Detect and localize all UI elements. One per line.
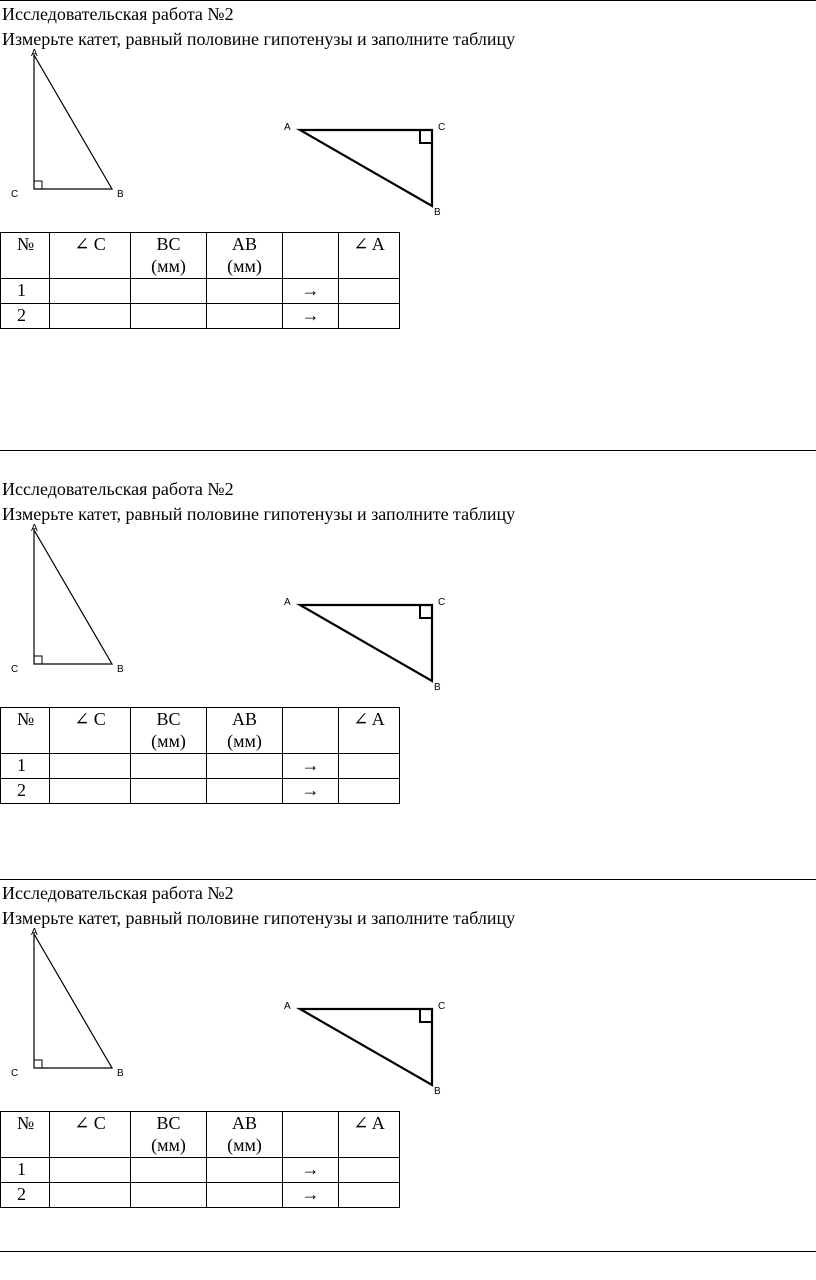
cell-ab[interactable] [207, 1158, 283, 1183]
cell-arrow: → [283, 1183, 339, 1208]
row-number: 1 [1, 1158, 50, 1183]
row-number: 1 [1, 754, 50, 779]
row-number: 2 [1, 1183, 50, 1208]
vertex-label-a: A [284, 1001, 291, 1012]
vertex-label-b: B [434, 207, 441, 218]
table-header-row [1, 708, 400, 754]
header-ab: AB (мм) [207, 233, 283, 279]
measurement-table [0, 707, 400, 804]
row-number: 2 [1, 779, 50, 804]
cell-bc[interactable] [131, 779, 207, 804]
table-row [1, 779, 400, 804]
cell-arrow: → [283, 304, 339, 329]
right-angle-marker [420, 130, 432, 143]
cell-angle-a[interactable] [339, 279, 400, 304]
table-row [1, 1183, 400, 1208]
vertex-label-b: B [434, 682, 441, 693]
vertex-label-c: C [11, 189, 19, 200]
row-number: 2 [1, 304, 50, 329]
measurement-table [0, 1111, 400, 1208]
cell-angle-c[interactable] [50, 304, 131, 329]
cell-bc[interactable] [131, 1183, 207, 1208]
header-bc: BC (мм) [131, 233, 207, 279]
triangle-left [34, 55, 112, 189]
cell-ab[interactable] [207, 304, 283, 329]
cell-angle-a[interactable] [339, 779, 400, 804]
vertex-label-a: A [284, 122, 291, 133]
triangle-left [34, 934, 112, 1068]
header-ab: AB (мм) [207, 1112, 283, 1158]
vertex-label-a: A [284, 597, 291, 608]
cell-ab[interactable] [207, 1183, 283, 1208]
cell-ab[interactable] [207, 779, 283, 804]
cell-arrow: → [283, 279, 339, 304]
section-title: Исследовательская работа №2 [2, 883, 234, 903]
header-blank [283, 233, 339, 279]
section-title: Исследовательская работа №2 [2, 479, 234, 499]
cell-angle-c[interactable] [50, 1183, 131, 1208]
header-angle-c: ∠ C [50, 233, 131, 279]
measurement-table [0, 232, 400, 329]
cell-ab[interactable] [207, 754, 283, 779]
right-angle-marker [420, 605, 432, 618]
triangle-left [34, 530, 112, 664]
vertex-label-a: A [31, 523, 38, 534]
vertex-label-c: C [11, 1068, 19, 1079]
cell-angle-c[interactable] [50, 1158, 131, 1183]
header-bc: BC (мм) [131, 1112, 207, 1158]
right-angle-marker [420, 1009, 432, 1022]
cell-bc[interactable] [131, 304, 207, 329]
header-angle-a: ∠ A [339, 708, 400, 754]
header-bc: BC (мм) [131, 708, 207, 754]
cell-angle-c[interactable] [50, 779, 131, 804]
cell-bc[interactable] [131, 279, 207, 304]
cell-bc[interactable] [131, 754, 207, 779]
row-number: 1 [1, 279, 50, 304]
vertex-label-c: C [11, 664, 19, 675]
vertex-label-b: B [117, 1068, 124, 1079]
header-angle-a: ∠ A [339, 1112, 400, 1158]
table-header-row [1, 233, 400, 279]
cell-angle-a[interactable] [339, 1158, 400, 1183]
header-angle-a: ∠ A [339, 233, 400, 279]
section-instruction: Измерьте катет, равный половине гипотенузы и заполните таблицу [2, 908, 516, 928]
header-number: № [1, 233, 50, 279]
table-row [1, 1158, 400, 1183]
cell-angle-c[interactable] [50, 754, 131, 779]
section-instruction: Измерьте катет, равный половине гипотенузы и заполните таблицу [2, 29, 516, 49]
cell-arrow: → [283, 1158, 339, 1183]
separator-line [0, 1251, 816, 1252]
cell-arrow: → [283, 754, 339, 779]
header-number: № [1, 1112, 50, 1158]
table-row [1, 304, 400, 329]
vertex-label-c: C [438, 597, 446, 608]
vertex-label-b: B [117, 664, 124, 675]
right-angle-marker [34, 656, 42, 664]
cell-angle-a[interactable] [339, 304, 400, 329]
header-angle-c: ∠ C [50, 1112, 131, 1158]
cell-bc[interactable] [131, 1158, 207, 1183]
triangle-right [300, 130, 432, 206]
vertex-label-a: A [31, 48, 38, 59]
triangle-right [300, 605, 432, 681]
triangle-right [300, 1009, 432, 1085]
vertex-label-b: B [434, 1086, 441, 1097]
right-angle-marker [34, 1060, 42, 1068]
table-row [1, 754, 400, 779]
vertex-label-a: A [31, 927, 38, 938]
header-blank [283, 708, 339, 754]
vertex-label-c: C [438, 122, 446, 133]
table-header-row [1, 1112, 400, 1158]
table-row [1, 279, 400, 304]
header-number: № [1, 708, 50, 754]
header-angle-c: ∠ C [50, 708, 131, 754]
vertex-label-b: B [117, 189, 124, 200]
vertex-label-c: C [438, 1001, 446, 1012]
cell-angle-a[interactable] [339, 1183, 400, 1208]
cell-angle-c[interactable] [50, 279, 131, 304]
header-ab: AB (мм) [207, 708, 283, 754]
header-blank [283, 1112, 339, 1158]
section-instruction: Измерьте катет, равный половине гипотенузы и заполните таблицу [2, 504, 516, 524]
cell-angle-a[interactable] [339, 754, 400, 779]
right-angle-marker [34, 181, 42, 189]
section-title: Исследовательская работа №2 [2, 4, 234, 24]
cell-ab[interactable] [207, 279, 283, 304]
separator-line [0, 450, 816, 451]
cell-arrow: → [283, 779, 339, 804]
